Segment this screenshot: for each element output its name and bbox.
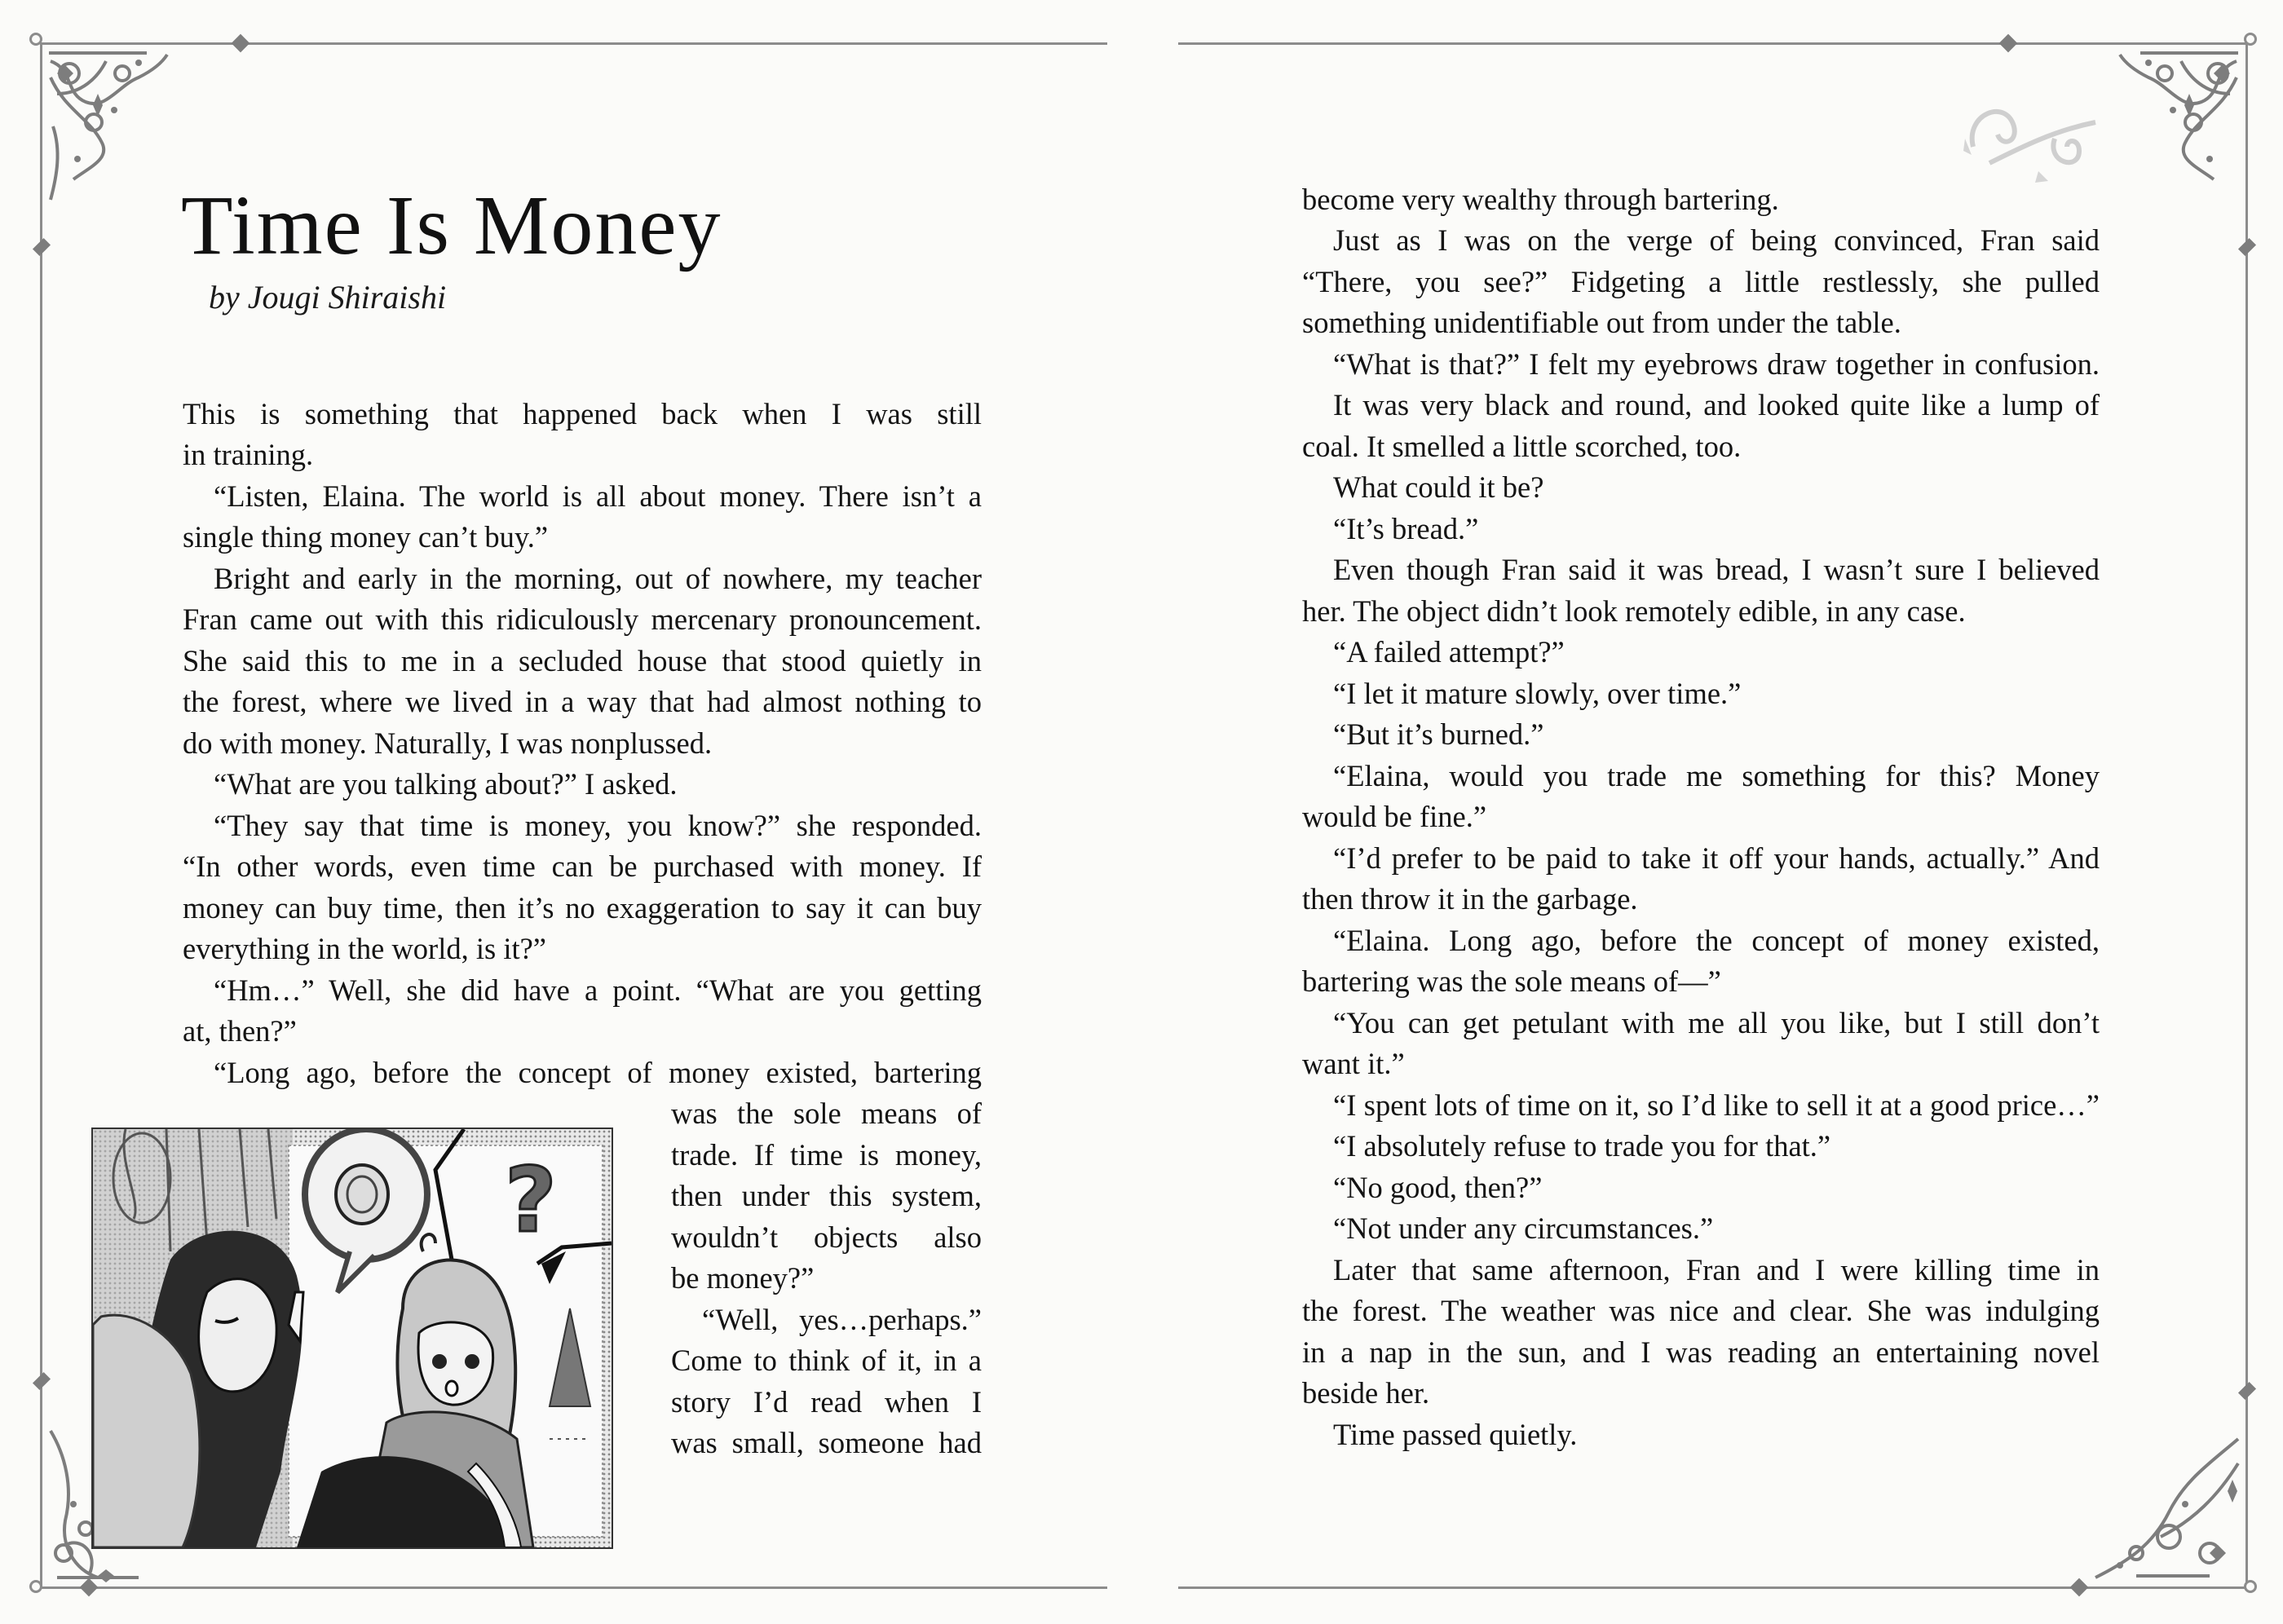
- text-line: “You can get petulant with me all you like, but I still don’t: [1333, 1006, 2100, 1039]
- text-line: “There, you see?” Fidgeting a little restlessly, she pulled: [1302, 265, 2100, 298]
- text-line: something unidentifiable out from under the table.: [1302, 306, 1901, 339]
- text-line: in a nap in the sun, and I was reading an entertaining novel: [1302, 1335, 2100, 1369]
- text-line: “What is that?” I felt my eyebrows draw together in confusion.: [1333, 347, 2100, 381]
- story-title: Time Is Money: [181, 179, 722, 272]
- text-line: want it.”: [1302, 1047, 1405, 1080]
- text-line: “But it’s burned.”: [1333, 717, 1544, 751]
- text-line: then throw it in the garbage.: [1302, 882, 1638, 916]
- text-line: “No good, then?”: [1333, 1171, 1543, 1204]
- border-diamond-ornament: [2070, 1578, 2089, 1597]
- text-line: Later that same afternoon, Fran and I were killing time in: [1333, 1253, 2100, 1286]
- text-line: “Listen, Elaina. The world is all about money. There isn’t a: [214, 479, 982, 513]
- text-line: Just as I was on the verge of being convinced, Fran said: [1333, 223, 2100, 257]
- text-line: “I let it mature slowly, over time.”: [1333, 677, 1742, 710]
- text-line: “Elaina. Long ago, before the concept of money existed,: [1333, 924, 2100, 957]
- text-line: “I’d prefer to be paid to take it off your hands, actually.” And: [1333, 841, 2100, 875]
- text-line: “A failed attempt?”: [1333, 635, 1565, 669]
- border-diamond-ornament: [1999, 34, 2018, 53]
- text-line: beside her.: [1302, 1376, 1430, 1410]
- text-line: Bright and early in the morning, out of nowhere, my teacher: [214, 562, 982, 595]
- text-line: was small, someone had: [671, 1426, 982, 1459]
- right-border-line: [2245, 42, 2248, 1588]
- text-line: “What are you talking about?” I asked.: [214, 767, 678, 801]
- author-byline: by Jougi Shiraishi: [209, 279, 447, 316]
- text-line: money can buy time, then it’s no exaggeration to say it can buy: [183, 891, 982, 925]
- text-line: This is something that happened back when I was still: [183, 397, 982, 430]
- text-line: become very wealthy through bartering.: [1302, 183, 1779, 216]
- text-line: “It’s bread.”: [1333, 512, 1479, 545]
- text-line: Even though Fran said it was bread, I wasn’t sure I believed: [1333, 553, 2100, 586]
- text-line: single thing money can’t buy.”: [183, 520, 549, 554]
- text-line: then under this system,: [671, 1179, 982, 1212]
- text-line: “They say that time is money, you know?” she responded.: [214, 809, 982, 842]
- text-line: was the sole means of: [671, 1097, 982, 1130]
- corner-ring-ornament: [2244, 33, 2257, 46]
- text-line: Come to think of it, in a: [671, 1344, 982, 1377]
- text-line: would be fine.”: [1302, 800, 1487, 833]
- text-line: story I’d read when I: [671, 1385, 982, 1419]
- text-line: everything in the world, is it?”: [183, 932, 547, 965]
- text-line: “Long ago, before the concept of money existed, bartering: [214, 1056, 982, 1089]
- text-line: It was very black and round, and looked quite like a lump of: [1333, 388, 2100, 421]
- text-line: “Hm…” Well, she did have a point. “What are you getting: [214, 973, 982, 1007]
- text-line: “Well, yes…perhaps.”: [702, 1303, 982, 1336]
- text-line: at, then?”: [183, 1014, 297, 1048]
- text-line: be money?”: [671, 1261, 815, 1295]
- question-mark-icon: ?: [505, 1148, 557, 1252]
- text-line: “Not under any circumstances.”: [1333, 1211, 1714, 1245]
- text-line: coal. It smelled a little scorched, too.: [1302, 430, 1742, 463]
- text-line: do with money. Naturally, I was nonplussed.: [183, 726, 713, 760]
- text-line: the forest, where we lived in a way that had almost nothing to: [183, 685, 982, 718]
- text-line: wouldn’t objects also: [671, 1220, 982, 1254]
- text-line: bartering was the sole means of—”: [1302, 964, 1721, 998]
- border-diamond-ornament: [2238, 238, 2256, 256]
- text-line: in training.: [183, 438, 314, 471]
- corner-flourish-icon: [2087, 1431, 2246, 1586]
- text-line: her. The object didn’t look remotely edible, in any case.: [1302, 594, 1966, 628]
- text-line: “Elaina, would you trade me something for this? Money: [1333, 759, 2100, 792]
- text-line: She said this to me in a secluded house that stood quietly in: [183, 644, 982, 677]
- text-line: Time passed quietly.: [1333, 1418, 1578, 1451]
- text-line: What could it be?: [1333, 470, 1544, 504]
- border-diamond-ornament: [2238, 1382, 2256, 1400]
- swirl-ornament-icon: [1957, 90, 2120, 188]
- text-line: “I spent lots of time on it, so I’d like to sell it at a good price…”: [1333, 1088, 2100, 1122]
- text-line: the forest. The weather was nice and clear. She was indulging: [1302, 1294, 2100, 1327]
- text-line: Fran came out with this ridiculously mercenary pronouncement.: [183, 602, 982, 636]
- text-line: “I absolutely refuse to trade you for that.”: [1333, 1129, 1831, 1163]
- text-line: “In other words, even time can be purchased with money. If: [183, 850, 982, 883]
- text-line: trade. If time is money,: [671, 1138, 982, 1172]
